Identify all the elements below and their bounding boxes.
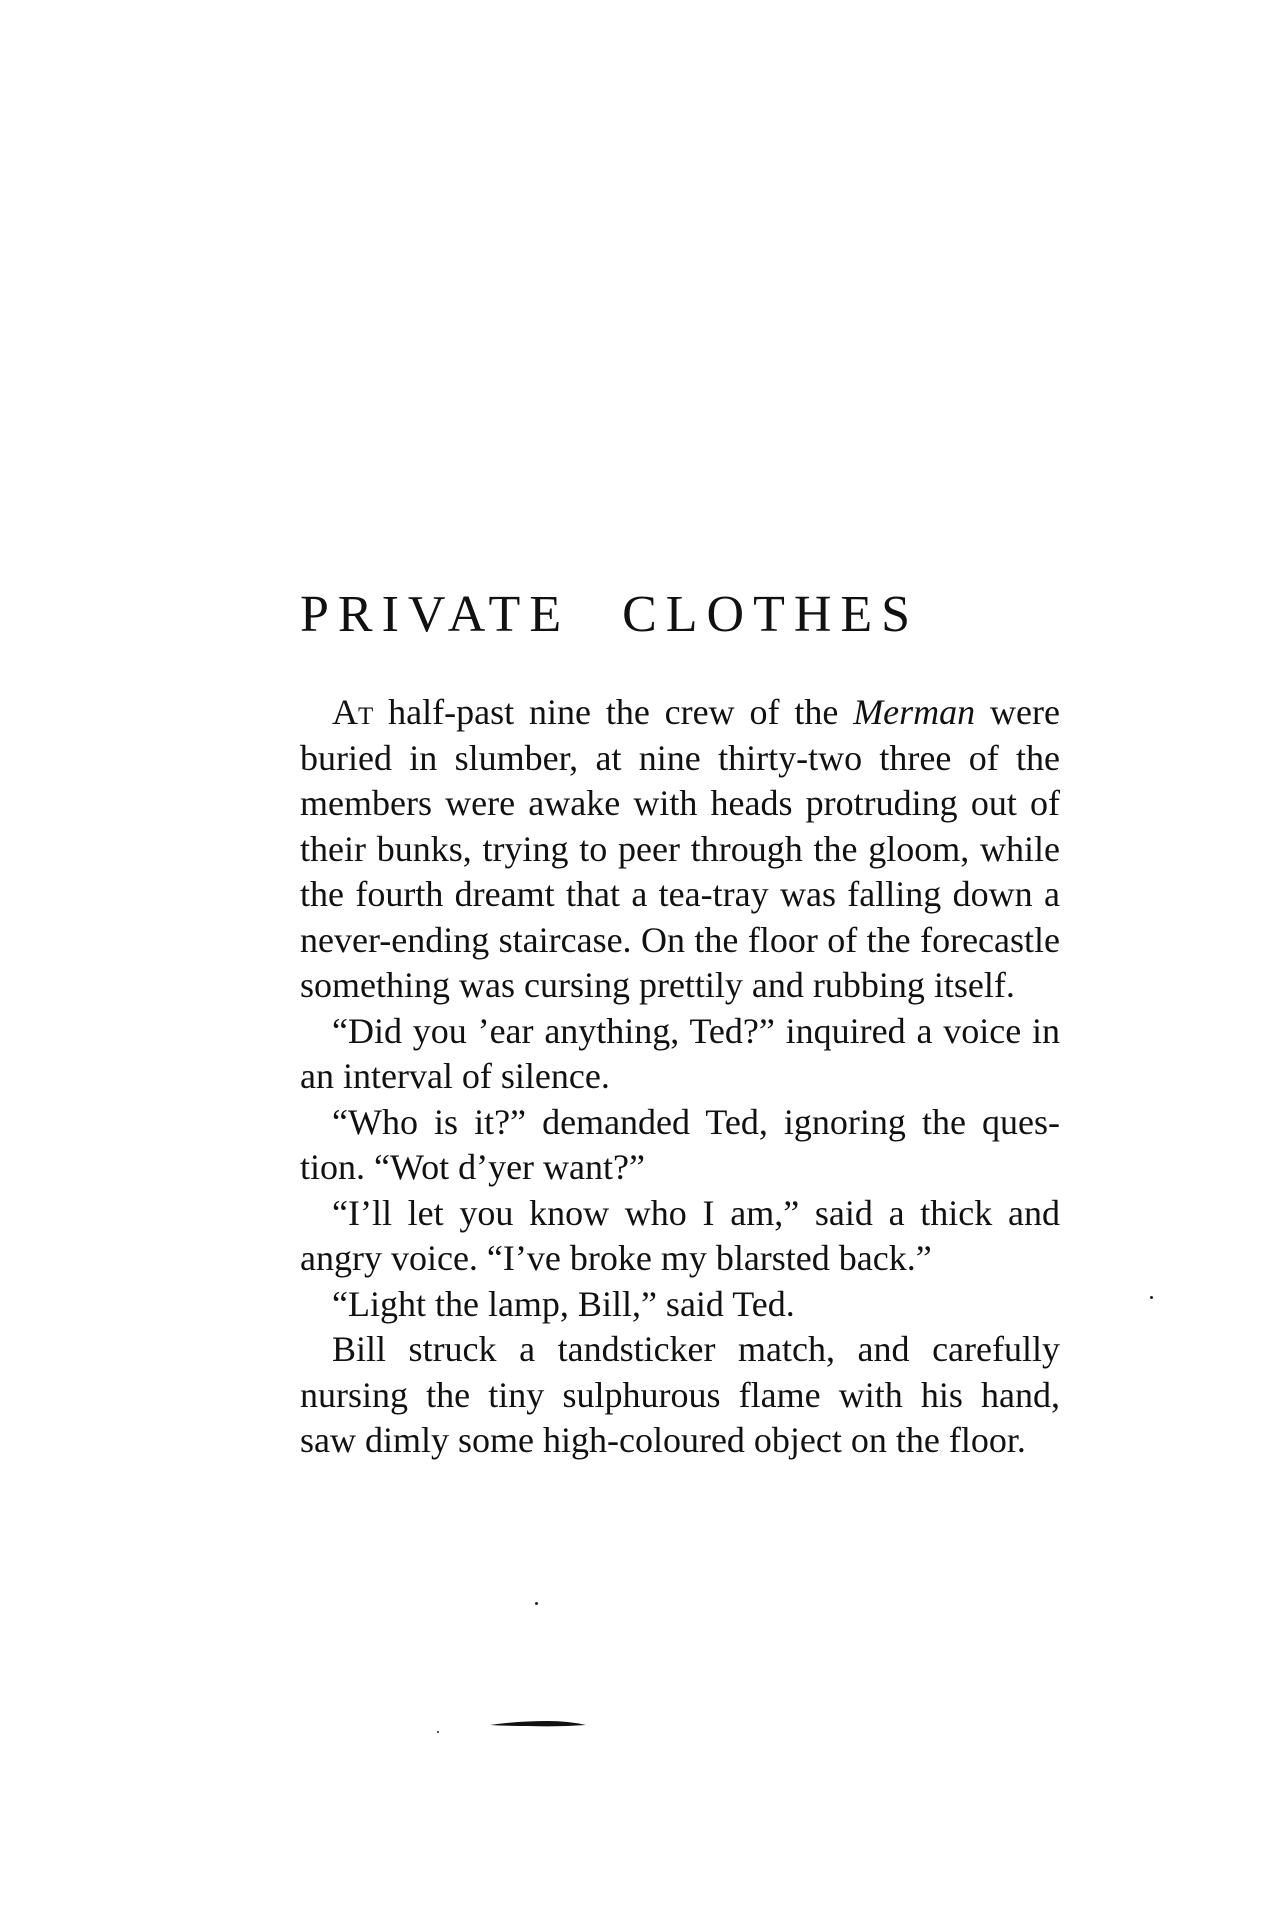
print-speck xyxy=(535,1602,538,1605)
tailpiece-ornament xyxy=(488,1718,588,1728)
chapter-body xyxy=(300,690,1060,1464)
paragraph-2: “Did you ’ear anything, Ted?” inquired a voice in an interval of silence. xyxy=(300,1010,1060,1096)
paragraph-5: “Light the lamp, Bill,” said Ted. xyxy=(332,1283,795,1324)
paragraph-1-lead: half-past nine the crew of the xyxy=(373,692,854,732)
print-speck xyxy=(437,1731,439,1733)
paragraph-1 xyxy=(300,690,1060,1009)
paragraph-1-rest: were buried in slumber, at nine thirty-two three of the members were awake with heads protruding out of their bunks, trying to peer through the gloom, while the fourth dreamt that a tea-tray was falling down a never-ending staircase. On the floor of the forecastle something was cursing prettily and rubbing itself. xyxy=(300,692,1060,1005)
paragraph-1-opening: At xyxy=(332,692,374,732)
print-speck xyxy=(1150,1296,1153,1299)
chapter-title: PRIVATE CLOTHES xyxy=(300,586,920,643)
paragraph-6: Bill struck a tandsticker match, and carefully nursing the tiny sulphurous flame with his hand, saw dimly some high-coloured object on the floor. xyxy=(300,1329,1060,1460)
ship-name: Merman xyxy=(853,692,976,732)
paragraph-4: “I’ll let you know who I am,” said a thick and angry voice. “I’ve broke my blarsted back.” xyxy=(300,1192,1060,1278)
paragraph-3: “Who is it?” demanded Ted, ignoring the question. “Wot d’yer want?” xyxy=(300,1101,1060,1187)
